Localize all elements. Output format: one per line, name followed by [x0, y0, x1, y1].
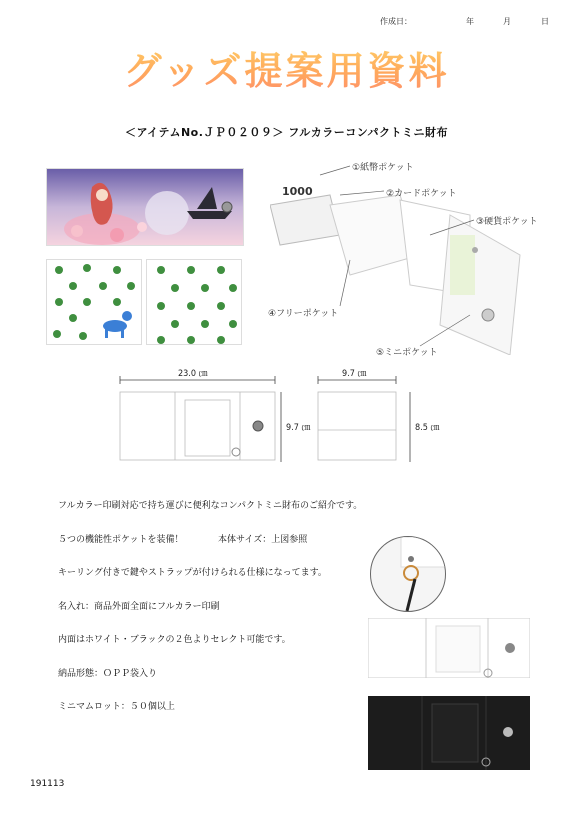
desc-keyring: キーリング付きで鍵やストラップが付けられる仕様になってます。 — [58, 568, 327, 578]
desc-size: 本体サイズ：上図参照 — [218, 535, 308, 545]
desc-print: 名入れ：商品外面全面にフルカラー印刷 — [58, 602, 220, 612]
callout-mini-pocket: ⑤ミニポケット — [376, 348, 438, 358]
white-inner-wallet-photo — [368, 618, 530, 678]
day-label: 日 — [541, 17, 549, 26]
keyring-photo — [370, 536, 446, 612]
callout-free-pocket: ④フリーポケット — [268, 309, 339, 319]
dim-closed-width: 9.7 ㎝ — [342, 369, 367, 379]
desc-min-lot: ミニマムロット：５０個以上 — [58, 702, 175, 712]
dim-open-height: 9.7 ㎝ — [286, 423, 311, 433]
year-label: 年 — [466, 17, 474, 26]
black-inner-wallet-photo — [368, 696, 530, 770]
footer-code: 191113 — [30, 779, 65, 789]
page-title: グッズ提案用資料 — [0, 40, 573, 95]
item-title: ＜アイテムNo.ＪＰ０２０９＞ フルカラーコンパクトミニ財布 — [124, 126, 449, 139]
desc-intro: フルカラー印刷対応で持ち運びに便利なコンパクトミニ財布のご紹介です。 — [58, 501, 363, 511]
desc-packaging: 納品形態：ＯＰＰ袋入り — [58, 669, 158, 679]
banknote-text: 1000 — [282, 185, 313, 198]
callout-card-pocket: ②カードポケット — [386, 189, 457, 199]
month-label: 月 — [503, 17, 511, 26]
callout-bill-pocket: ①紙幣ポケット — [352, 163, 414, 173]
keyring-image — [371, 537, 445, 611]
black-wallet-image — [368, 696, 530, 770]
desc-pockets: ５つの機能性ポケットを装備！ — [58, 535, 184, 545]
dim-open-width: 23.0 ㎝ — [178, 369, 208, 379]
callout-coin-pocket: ③硬貨ポケット — [476, 217, 538, 227]
desc-inner-color: 内面はホワイト・ブラックの２色よりセレクト可能です。 — [58, 635, 291, 645]
dim-closed-height: 8.5 ㎝ — [415, 423, 440, 433]
white-wallet-image — [368, 618, 530, 678]
date-label: 作成日： — [380, 17, 412, 26]
